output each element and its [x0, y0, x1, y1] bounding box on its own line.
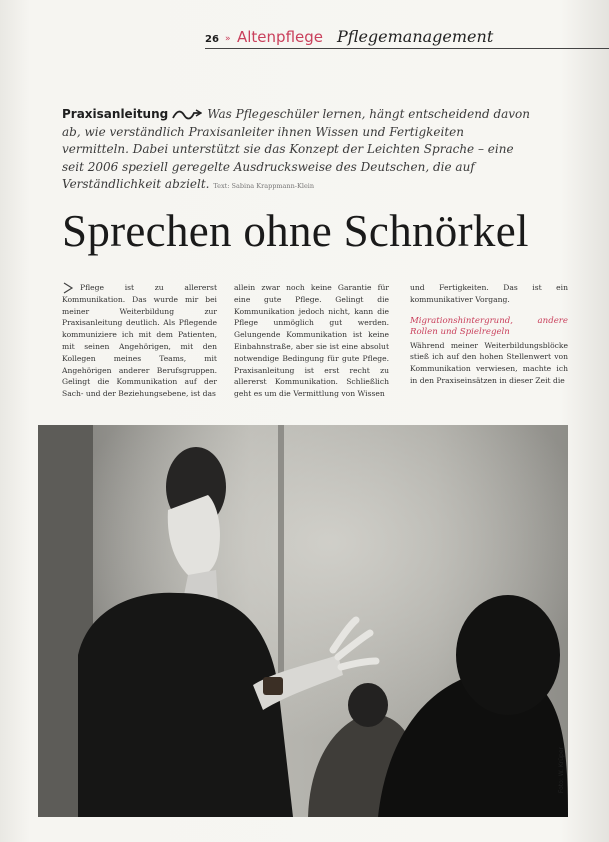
- body-paragraph: Während meiner Weiterbildungsblöcke stieß ich auf den hohen Stellenwert von Kommunikation verwiesen, machte ich in den Praxiseinsätzen in dieser Zeit die: [410, 340, 568, 385]
- kicker: Praxisanleitung: [62, 107, 169, 121]
- author-credit: Text: Sabina Krappmann-Klein: [213, 182, 315, 190]
- body-column-2: [234, 282, 389, 400]
- photo-credit: Foto: W. Krüper: [558, 746, 565, 793]
- chevron-right-icon: [62, 282, 74, 294]
- article-title: Sprechen ohne Schnörkel: [62, 206, 529, 256]
- body-column-1: [62, 282, 217, 400]
- wave-ornament-icon: [172, 109, 202, 121]
- body-paragraph: Pflege ist zu allererst Kommunikation. Das wurde mir bei meiner Weiterbildung zur Praxisanleitung deutlich. Als Pflegende kommuniziere ich mit dem Patienten, mit seinen Angehörigen, mit den Kollegen meines Teams, mit Angehörigen anderer Berufsgruppen. Gelingt die Kommunikation auf der Sach- und der Beziehungsebene, ist das: [62, 283, 217, 399]
- article-body: [62, 282, 570, 398]
- intro-teaser: [62, 106, 532, 196]
- subsection-name: Pflegemanagement: [337, 27, 494, 46]
- section-subhead: Migrationshintergrund, andere Rollen und Spielregeln: [410, 315, 568, 337]
- body-paragraph: allein zwar noch keine Garantie für eine gute Pflege. Gelingt die Kommunikation jedoch nicht, kann die Pflege unmöglich gut werden. Gelungende Kommunikation ist keine Einbahnstraße, aber sie ist eine absolut notwendige Bedingung für gute Pflege. Praxisanleitung ist erst recht zu allererst Kommunikation. Schließlich geht es um die Vermittlung von Wissen: [234, 283, 389, 399]
- header-rule: [205, 48, 609, 49]
- page-number: 26: [205, 34, 219, 45]
- photo-illustration: [38, 425, 568, 817]
- section-name: Altenpflege: [237, 28, 323, 46]
- article-photo: [38, 425, 568, 817]
- intro-text: Was Pflegeschüler lernen, hängt entscheidend davon ab, wie verständlich Praxisanleiter ihnen Wissen und Fertigkeiten vermitteln. Dabei unterstützt sie das Konzept der Leichten Sprache – eine seit 2006 speziell geregelte Ausdrucksweise des Deutschen, die auf Verständlichkeit abzielt.: [62, 107, 531, 191]
- body-paragraph: und Fertigkeiten. Das ist ein kommunikativer Vorgang.: [410, 283, 568, 304]
- body-column-3: [410, 282, 568, 387]
- header-separator: »: [225, 34, 231, 44]
- page-header: [205, 26, 609, 50]
